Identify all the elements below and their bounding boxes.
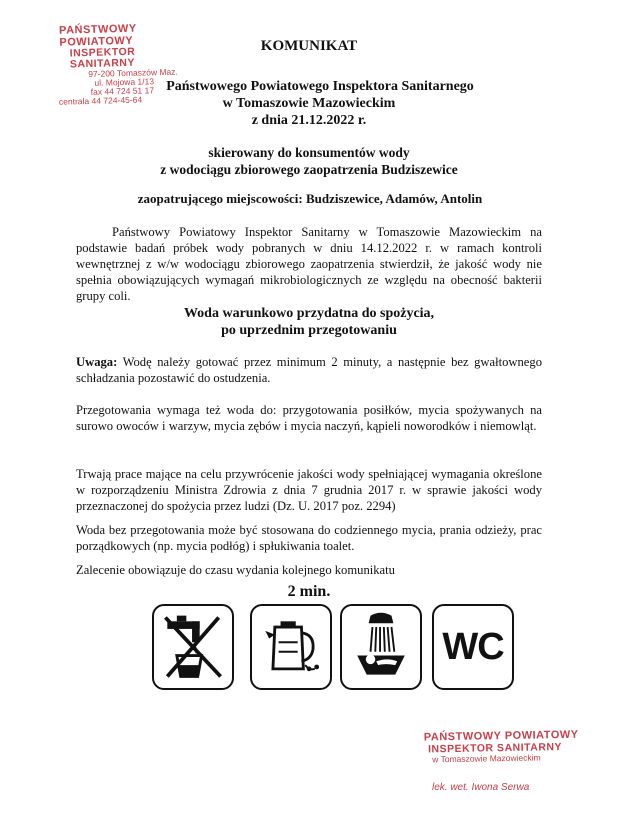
issuer-line1: Państwowego Powiatowego Inspektora Sanitarnego bbox=[166, 79, 474, 94]
boiling-paragraph: Przegotowania wymaga też woda do: przygotowania posiłków, mycia spożywanych na surowo owoców i warzyw, mycia zębów i mycia naczyń, kąpieli noworodków i niemowląt. bbox=[76, 403, 542, 433]
stamp-top-line2: INSPEKTOR SANITARNY bbox=[69, 45, 136, 71]
warning-paragraph bbox=[76, 354, 542, 386]
works-paragraph: Trwają prace mające na celu przywrócenie jakości wody spełniającej wymagania określone w rozporządzeniu Ministra Zdrowia z dnia 7 grudnia 2017 r. w sprawie jakości wody przeznaczonej do spożycia przez ludzi (Dz. U. 2017 poz. 2294) bbox=[76, 467, 542, 513]
stamp-top-line4: ul. Mojowa 1/13 bbox=[94, 76, 155, 88]
intro-paragraph: Państwowy Powiatowy Inspektor Sanitarny w Tomaszowie Mazowieckim na podstawie badań próbek wody pobranych w dniu 14.12.2022 r. w ramach kontroli wewnętrznej z w/w wodociągu zbiorowego zaopatrzenia stwierdził, że jakość wody nie spełnia obowiązujących wymagań mikrobiologicznych ze względu na obecność bakterii grupy coli. bbox=[76, 225, 542, 303]
validity-paragraph: Zalecenie obowiązuje do czasu wydania kolejnego komunikatu bbox=[76, 563, 395, 577]
document-title: KOMUNIKAT bbox=[260, 38, 358, 54]
wc-label: WC bbox=[442, 626, 504, 668]
verdict-line1: Woda warunkowo przydatna do spożycia, bbox=[183, 306, 435, 321]
signature: lek. wet. Iwona Serwa bbox=[432, 782, 530, 793]
stamp-top-line5: fax 44 724 51 17 bbox=[90, 85, 155, 97]
stamp-top-line1: PAŃSTWOWY POWIATOWY bbox=[58, 22, 137, 49]
stamp-bottom-line1: PAŃSTWOWY POWIATOWY bbox=[423, 728, 579, 744]
kettle-icon bbox=[250, 604, 332, 690]
issuer-line2: w Tomaszowie Mazowieckim bbox=[222, 96, 396, 111]
issue-date: z dnia 21.12.2022 r. bbox=[251, 113, 367, 128]
stamp-top-line3: 97-200 Tomaszów Maz. bbox=[88, 66, 178, 80]
unboiled-paragraph: Woda bez przegotowania może być stosowana do codziennego mycia, prania odzieży, prac porządkowych (np. mycia podłóg) i spłukiwania toalet. bbox=[76, 523, 542, 553]
warning-text: Wodę należy gotować przez minimum 2 minuty, a następnie bez gwałtownego schładzania pozostawić do ostudzenia. bbox=[76, 355, 542, 385]
baby-bath-shower-icon bbox=[340, 604, 422, 690]
no-drinking-tap-icon bbox=[152, 604, 234, 690]
warning-label: Uwaga: bbox=[76, 355, 118, 369]
stamp-bottom bbox=[424, 730, 595, 764]
boil-duration: 2 min. bbox=[287, 583, 331, 600]
wc-icon bbox=[432, 604, 514, 690]
addressee-line2: z wodociągu zbiorowego zaopatrzenia Budziszewice bbox=[160, 162, 458, 177]
verdict-line2: po uprzednim przegotowaniu bbox=[221, 323, 397, 338]
stamp-bottom-line2: INSPEKTOR SANITARNY bbox=[427, 740, 563, 755]
stamp-bottom-line3: w Tomaszowie Mazowieckim bbox=[432, 752, 541, 764]
addressee-line1: skierowany do konsumentów wody bbox=[208, 145, 410, 160]
stamp-top-line6: centrala 44 724-45-64 bbox=[58, 94, 143, 107]
localities: zaopatrującego miejscowości: Budziszewice, Adamów, Antolin bbox=[137, 191, 483, 206]
